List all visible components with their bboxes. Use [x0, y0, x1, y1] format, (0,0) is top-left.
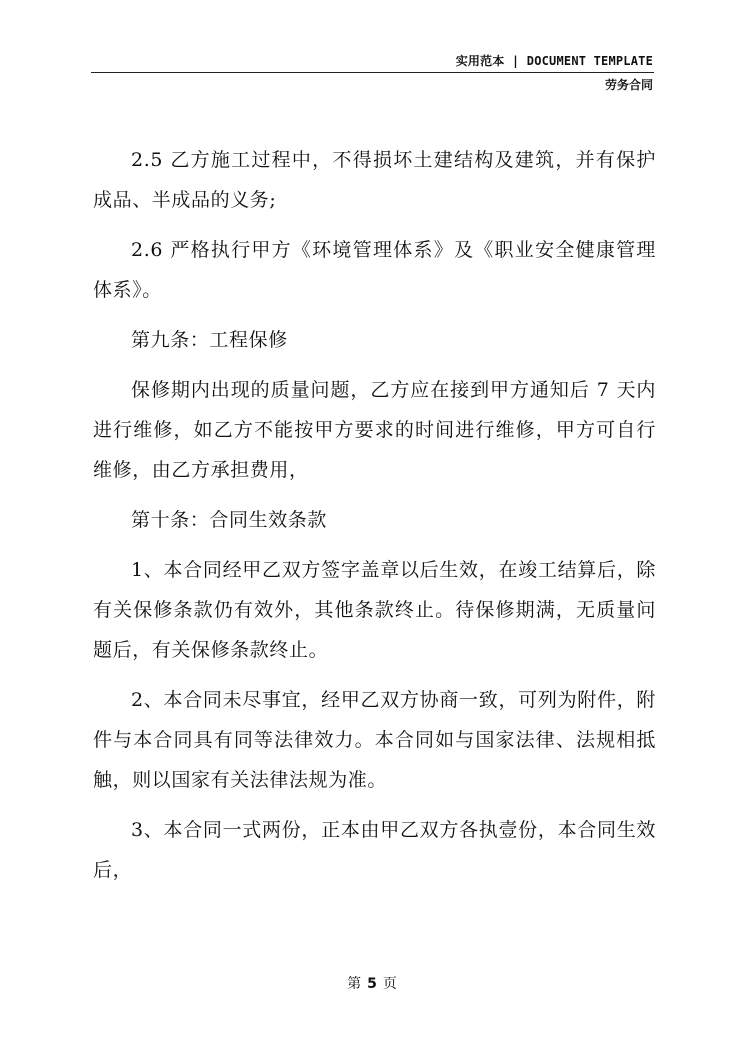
header-divider: [91, 72, 654, 73]
paragraph-clause-3: 3、本合同一式两份，正本由甲乙双方各执壹份，本合同生效后，: [93, 819, 656, 881]
paragraph-2-5: 2.5 乙方施工过程中，不得损坏土建结构及建筑，并有保护成品、半成品的义务;: [93, 149, 656, 211]
section-heading-article-9: 第九条：工程保修: [131, 329, 288, 351]
page-footer: [0, 973, 744, 993]
paragraph-2-6: 2.6 严格执行甲方《环境管理体系》及《职业安全健康管理体系》。: [93, 239, 656, 301]
section-heading-article-10: 第十条：合同生效条款: [131, 509, 328, 531]
page-number-suffix: 页: [382, 976, 397, 992]
header-title: 实用范本 | DOCUMENT TEMPLATE: [455, 54, 653, 68]
header-subtitle: 劳务合同: [604, 78, 653, 92]
document-body: [93, 140, 656, 900]
paragraph-clause-1: 1、本合同经甲乙双方签字盖章以后生效，在竣工结算后，除有关保修条款仍有效外，其他条款终止。待保修期满，无质量问题后，有关保修条款终止。: [93, 559, 656, 661]
paragraph-clause-2: 2、本合同未尽事宜，经甲乙双方协商一致，可列为附件，附件与本合同具有同等法律效力。本合同如与国家法律、法规相抵触，则以国家有关法律法规为准。: [93, 689, 656, 791]
paragraph-warranty: 保修期内出现的质量问题，乙方应在接到甲方通知后 7 天内进行维修，如乙方不能按甲方要求的时间进行维修，甲方可自行维修，由乙方承担费用，: [93, 379, 656, 481]
page-header: [0, 0, 744, 100]
page-number: 5: [367, 976, 377, 992]
page-number-prefix: 第: [347, 976, 362, 992]
